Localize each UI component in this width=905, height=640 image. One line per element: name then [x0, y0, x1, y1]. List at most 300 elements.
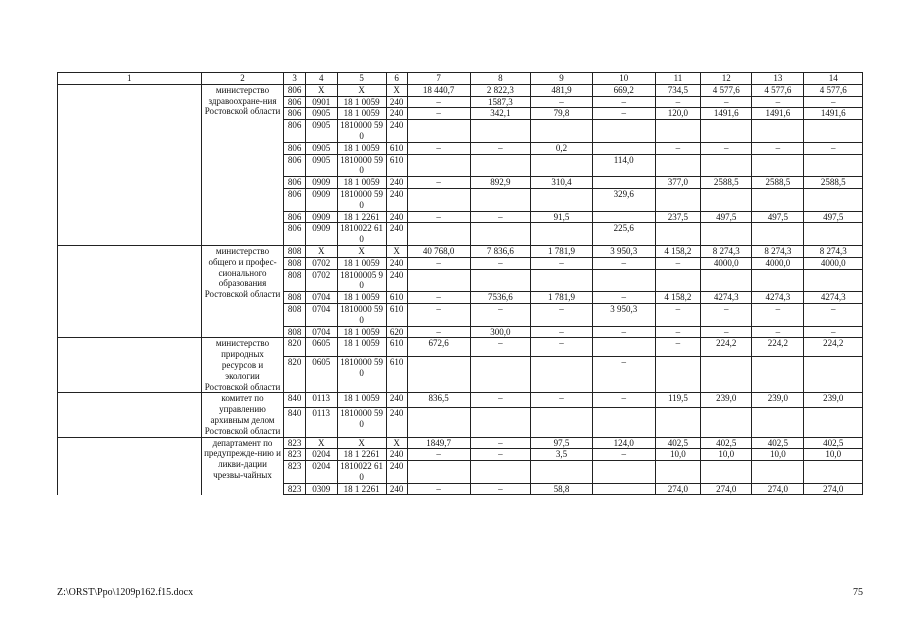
value-cell — [655, 120, 701, 143]
value-cell: 97,5 — [531, 437, 593, 449]
value-cell: 10,0 — [804, 449, 863, 461]
expense-type-cell: 610 — [386, 292, 407, 304]
value-cell — [592, 338, 655, 357]
section-cell: Х — [305, 84, 337, 96]
value-cell: 114,0 — [592, 154, 655, 177]
target-article-cell: 18 1 2261 — [337, 483, 386, 495]
value-cell: 4 577,6 — [752, 84, 804, 96]
code-cell: 820 — [284, 357, 305, 393]
value-cell: 3 950,3 — [592, 303, 655, 326]
section-cell: 0901 — [305, 96, 337, 108]
value-cell — [470, 269, 531, 292]
value-cell: – — [592, 96, 655, 108]
value-cell — [407, 357, 470, 393]
value-cell: 4274,3 — [752, 292, 804, 304]
target-article-cell: 18 1 0059 — [337, 108, 386, 120]
value-cell — [470, 154, 531, 177]
section-cell: 0113 — [305, 408, 337, 437]
table-body — [58, 84, 863, 495]
target-article-cell: 18 1 0059 — [337, 177, 386, 189]
value-cell: 734,5 — [655, 84, 701, 96]
value-cell: 91,5 — [531, 211, 593, 223]
value-cell: 402,5 — [804, 437, 863, 449]
value-cell — [655, 154, 701, 177]
column-header: 5 — [337, 73, 386, 85]
section-cell: 0204 — [305, 461, 337, 484]
organization-cell: департамент по предупрежде-нию и ликви-дации чрезвы-чайных — [201, 437, 284, 495]
value-cell — [531, 461, 593, 484]
value-cell: – — [804, 142, 863, 154]
target-article-cell: 1810000 590 — [337, 120, 386, 143]
value-cell: 8 274,3 — [804, 245, 863, 257]
value-cell: 4 577,6 — [701, 84, 752, 96]
value-cell: 1 781,9 — [531, 292, 593, 304]
organization-cell: министерство здравоохране-ния Ростовской области — [201, 84, 284, 245]
code-cell: 840 — [284, 393, 305, 408]
value-cell: – — [407, 142, 470, 154]
column-header: 8 — [470, 73, 531, 85]
value-cell: 239,0 — [804, 393, 863, 408]
expense-type-cell: 240 — [386, 96, 407, 108]
value-cell: 4000,0 — [701, 257, 752, 269]
value-cell: – — [407, 211, 470, 223]
value-cell: – — [407, 108, 470, 120]
value-cell: – — [531, 326, 593, 338]
value-cell: 3,5 — [531, 449, 593, 461]
section-cell: 0704 — [305, 292, 337, 304]
value-cell: 18 440,7 — [407, 84, 470, 96]
column-1-cell — [58, 84, 202, 245]
value-cell: 4 158,2 — [655, 292, 701, 304]
section-cell: 0909 — [305, 223, 337, 246]
value-cell: – — [752, 303, 804, 326]
expense-type-cell: Х — [386, 437, 407, 449]
value-cell: 329,6 — [592, 188, 655, 211]
expense-type-cell: 610 — [386, 303, 407, 326]
value-cell: 497,5 — [804, 211, 863, 223]
value-cell — [752, 461, 804, 484]
value-cell: 239,0 — [752, 393, 804, 408]
section-cell: 0605 — [305, 338, 337, 357]
value-cell: 274,0 — [701, 483, 752, 495]
target-article-cell: 1810000 590 — [337, 408, 386, 437]
code-cell: 840 — [284, 408, 305, 437]
value-cell: 274,0 — [804, 483, 863, 495]
expense-type-cell: 610 — [386, 142, 407, 154]
target-article-cell: 1810000 590 — [337, 154, 386, 177]
expense-type-cell: 240 — [386, 269, 407, 292]
value-cell — [804, 188, 863, 211]
value-cell: – — [470, 338, 531, 357]
expense-type-cell: 620 — [386, 326, 407, 338]
value-cell: – — [655, 338, 701, 357]
column-header: 9 — [531, 73, 593, 85]
column-1-cell — [58, 437, 202, 495]
expense-type-cell: 240 — [386, 449, 407, 461]
column-header: 11 — [655, 73, 701, 85]
value-cell: – — [655, 142, 701, 154]
value-cell — [701, 408, 752, 437]
expense-type-cell: 240 — [386, 393, 407, 408]
value-cell: 0,2 — [531, 142, 593, 154]
value-cell — [804, 269, 863, 292]
value-cell — [701, 269, 752, 292]
code-cell: 806 — [284, 188, 305, 211]
value-cell — [592, 142, 655, 154]
column-header: 6 — [386, 73, 407, 85]
value-cell: 10,0 — [752, 449, 804, 461]
value-cell: – — [655, 96, 701, 108]
column-1-cell — [58, 393, 202, 437]
value-cell — [752, 154, 804, 177]
value-cell: 225,6 — [592, 223, 655, 246]
expense-type-cell: 240 — [386, 108, 407, 120]
target-article-cell: 1810022 610 — [337, 223, 386, 246]
value-cell — [407, 154, 470, 177]
value-cell — [804, 154, 863, 177]
value-cell: 402,5 — [655, 437, 701, 449]
code-cell: 808 — [284, 269, 305, 292]
section-cell: 0605 — [305, 357, 337, 393]
code-cell: 806 — [284, 108, 305, 120]
value-cell — [470, 120, 531, 143]
value-cell: 1491,6 — [701, 108, 752, 120]
code-cell: 823 — [284, 437, 305, 449]
code-cell: 806 — [284, 223, 305, 246]
value-cell: – — [531, 96, 593, 108]
code-cell: 808 — [284, 245, 305, 257]
value-cell: – — [592, 449, 655, 461]
value-cell: 310,4 — [531, 177, 593, 189]
expense-type-cell: 240 — [386, 177, 407, 189]
section-cell: 0909 — [305, 211, 337, 223]
target-article-cell: 18 1 0059 — [337, 292, 386, 304]
section-cell: 0702 — [305, 269, 337, 292]
section-cell: 0909 — [305, 188, 337, 211]
header-row — [58, 73, 863, 85]
value-cell — [531, 188, 593, 211]
value-cell — [655, 408, 701, 437]
value-cell — [470, 461, 531, 484]
value-cell: 1491,6 — [752, 108, 804, 120]
value-cell: 119,5 — [655, 393, 701, 408]
value-cell — [592, 483, 655, 495]
value-cell — [592, 461, 655, 484]
budget-table — [57, 72, 863, 495]
value-cell — [752, 357, 804, 393]
value-cell: – — [407, 177, 470, 189]
value-cell — [804, 223, 863, 246]
table-row — [58, 338, 863, 357]
target-article-cell: 1810000 590 — [337, 303, 386, 326]
value-cell: 10,0 — [701, 449, 752, 461]
section-cell: 0702 — [305, 257, 337, 269]
value-cell — [752, 223, 804, 246]
section-cell: 0909 — [305, 177, 337, 189]
value-cell — [701, 223, 752, 246]
section-cell: 0905 — [305, 108, 337, 120]
value-cell: – — [752, 96, 804, 108]
value-cell: 274,0 — [655, 483, 701, 495]
target-article-cell: 1810000 590 — [337, 357, 386, 393]
value-cell: 124,0 — [592, 437, 655, 449]
expense-type-cell: 240 — [386, 188, 407, 211]
value-cell: 40 768,0 — [407, 245, 470, 257]
column-header: 7 — [407, 73, 470, 85]
value-cell: – — [531, 303, 593, 326]
value-cell — [531, 269, 593, 292]
target-article-cell: 18 1 0059 — [337, 96, 386, 108]
target-article-cell: 18100005 90 — [337, 269, 386, 292]
value-cell — [407, 223, 470, 246]
section-cell: 0704 — [305, 326, 337, 338]
value-cell: 672,6 — [407, 338, 470, 357]
value-cell — [470, 408, 531, 437]
value-cell — [701, 357, 752, 393]
organization-cell: министерство природных ресурсов и экологии Ростовской области — [201, 338, 284, 393]
value-cell: 1 781,9 — [531, 245, 593, 257]
code-cell: 806 — [284, 154, 305, 177]
value-cell: 79,8 — [531, 108, 593, 120]
table-row — [58, 437, 863, 449]
table-row — [58, 84, 863, 96]
footer-page-number: 75 — [853, 587, 863, 598]
value-cell — [655, 188, 701, 211]
value-cell — [701, 461, 752, 484]
value-cell: – — [531, 338, 593, 357]
value-cell: 10,0 — [655, 449, 701, 461]
value-cell: – — [407, 303, 470, 326]
value-cell — [592, 408, 655, 437]
column-header: 1 — [58, 73, 202, 85]
code-cell: 820 — [284, 338, 305, 357]
value-cell — [701, 188, 752, 211]
expense-type-cell: 610 — [386, 357, 407, 393]
column-header: 14 — [804, 73, 863, 85]
value-cell — [592, 269, 655, 292]
target-article-cell: Х — [337, 84, 386, 96]
target-article-cell: 18 1 0059 — [337, 142, 386, 154]
code-cell: 806 — [284, 120, 305, 143]
value-cell: 58,8 — [531, 483, 593, 495]
value-cell — [655, 223, 701, 246]
value-cell — [531, 154, 593, 177]
target-article-cell: 1810000 590 — [337, 188, 386, 211]
value-cell: – — [592, 357, 655, 393]
value-cell: – — [804, 303, 863, 326]
footer-file-path: Z:\ORST\Ppo\1209p162.f15.docx — [57, 587, 194, 598]
value-cell: 224,2 — [752, 338, 804, 357]
code-cell: 823 — [284, 483, 305, 495]
target-article-cell: 18 1 0059 — [337, 326, 386, 338]
section-cell: Х — [305, 437, 337, 449]
column-1-cell — [58, 338, 202, 393]
value-cell — [701, 154, 752, 177]
value-cell: 1587,3 — [470, 96, 531, 108]
value-cell — [655, 269, 701, 292]
value-cell — [655, 357, 701, 393]
organization-cell: министерство общего и профес-сионального образования Ростовской области — [201, 245, 284, 337]
expense-type-cell: 240 — [386, 408, 407, 437]
value-cell: 4 577,6 — [804, 84, 863, 96]
value-cell: – — [470, 257, 531, 269]
section-cell: 0905 — [305, 142, 337, 154]
value-cell: – — [655, 303, 701, 326]
value-cell: 1491,6 — [804, 108, 863, 120]
value-cell: – — [804, 96, 863, 108]
column-header: 13 — [752, 73, 804, 85]
value-cell — [592, 177, 655, 189]
value-cell: – — [531, 257, 593, 269]
value-cell: – — [804, 326, 863, 338]
value-cell: 2588,5 — [752, 177, 804, 189]
target-article-cell: 18 1 2261 — [337, 211, 386, 223]
expense-type-cell: Х — [386, 84, 407, 96]
value-cell: 4 158,2 — [655, 245, 701, 257]
value-cell: 8 274,3 — [752, 245, 804, 257]
value-cell: 7 836,6 — [470, 245, 531, 257]
expense-type-cell: 240 — [386, 483, 407, 495]
value-cell: 237,5 — [655, 211, 701, 223]
code-cell: 806 — [284, 177, 305, 189]
target-article-cell: 1810022 610 — [337, 461, 386, 484]
value-cell: 402,5 — [752, 437, 804, 449]
value-cell — [531, 357, 593, 393]
column-header: 3 — [284, 73, 305, 85]
value-cell — [531, 120, 593, 143]
column-1-cell — [58, 245, 202, 337]
expense-type-cell: 610 — [386, 338, 407, 357]
value-cell: 497,5 — [701, 211, 752, 223]
value-cell: 836,5 — [407, 393, 470, 408]
code-cell: 806 — [284, 84, 305, 96]
section-cell: 0905 — [305, 154, 337, 177]
value-cell: – — [407, 483, 470, 495]
value-cell: – — [592, 326, 655, 338]
value-cell — [592, 120, 655, 143]
code-cell: 823 — [284, 461, 305, 484]
value-cell: 120,0 — [655, 108, 701, 120]
section-cell: Х — [305, 245, 337, 257]
value-cell: 224,2 — [701, 338, 752, 357]
column-header: 4 — [305, 73, 337, 85]
value-cell: 274,0 — [752, 483, 804, 495]
value-cell — [407, 461, 470, 484]
expense-type-cell: 240 — [386, 211, 407, 223]
value-cell — [804, 357, 863, 393]
value-cell — [752, 408, 804, 437]
target-article-cell: 18 1 0059 — [337, 393, 386, 408]
expense-type-cell: 610 — [386, 154, 407, 177]
value-cell: 402,5 — [701, 437, 752, 449]
value-cell — [407, 269, 470, 292]
code-cell: 823 — [284, 449, 305, 461]
value-cell: – — [531, 393, 593, 408]
expense-type-cell: 240 — [386, 120, 407, 143]
value-cell: – — [470, 211, 531, 223]
value-cell: – — [752, 326, 804, 338]
value-cell: – — [592, 257, 655, 269]
section-cell: 0309 — [305, 483, 337, 495]
value-cell — [470, 357, 531, 393]
code-cell: 808 — [284, 303, 305, 326]
value-cell: – — [752, 142, 804, 154]
value-cell: 2588,5 — [701, 177, 752, 189]
value-cell — [752, 188, 804, 211]
value-cell — [752, 120, 804, 143]
value-cell — [592, 211, 655, 223]
expense-type-cell: 240 — [386, 461, 407, 484]
value-cell — [470, 223, 531, 246]
value-cell: – — [701, 142, 752, 154]
value-cell: 2588,5 — [804, 177, 863, 189]
value-cell: 1849,7 — [407, 437, 470, 449]
value-cell: 4000,0 — [804, 257, 863, 269]
value-cell — [531, 408, 593, 437]
code-cell: 808 — [284, 292, 305, 304]
value-cell: – — [407, 292, 470, 304]
value-cell: – — [655, 257, 701, 269]
expense-type-cell: 240 — [386, 223, 407, 246]
organization-cell: комитет по управлению архивным делом Ростовской области — [201, 393, 284, 437]
expense-type-cell: 240 — [386, 257, 407, 269]
value-cell — [701, 120, 752, 143]
target-article-cell: Х — [337, 437, 386, 449]
value-cell: 377,0 — [655, 177, 701, 189]
value-cell: – — [470, 142, 531, 154]
value-cell: 892,9 — [470, 177, 531, 189]
value-cell: 669,2 — [592, 84, 655, 96]
column-header: 10 — [592, 73, 655, 85]
value-cell — [470, 188, 531, 211]
value-cell: – — [655, 326, 701, 338]
section-cell: 0704 — [305, 303, 337, 326]
value-cell: 239,0 — [701, 393, 752, 408]
value-cell — [655, 461, 701, 484]
value-cell: 481,9 — [531, 84, 593, 96]
code-cell: 808 — [284, 257, 305, 269]
value-cell: 7536,6 — [470, 292, 531, 304]
value-cell: – — [470, 437, 531, 449]
section-cell: 0905 — [305, 120, 337, 143]
value-cell: – — [592, 292, 655, 304]
value-cell — [804, 461, 863, 484]
value-cell — [531, 223, 593, 246]
code-cell: 806 — [284, 211, 305, 223]
value-cell: 224,2 — [804, 338, 863, 357]
column-header: 2 — [201, 73, 284, 85]
value-cell: – — [407, 326, 470, 338]
value-cell: – — [701, 326, 752, 338]
value-cell: – — [701, 96, 752, 108]
value-cell — [407, 408, 470, 437]
value-cell: 300,0 — [470, 326, 531, 338]
value-cell: – — [701, 303, 752, 326]
table-row — [58, 245, 863, 257]
value-cell — [407, 188, 470, 211]
value-cell: 2 822,3 — [470, 84, 531, 96]
value-cell — [752, 269, 804, 292]
target-article-cell: 18 1 2261 — [337, 449, 386, 461]
value-cell: – — [407, 449, 470, 461]
value-cell: – — [470, 393, 531, 408]
code-cell: 806 — [284, 142, 305, 154]
value-cell: 4274,3 — [804, 292, 863, 304]
value-cell — [407, 120, 470, 143]
target-article-cell: 18 1 0059 — [337, 257, 386, 269]
expense-type-cell: Х — [386, 245, 407, 257]
target-article-cell: Х — [337, 245, 386, 257]
